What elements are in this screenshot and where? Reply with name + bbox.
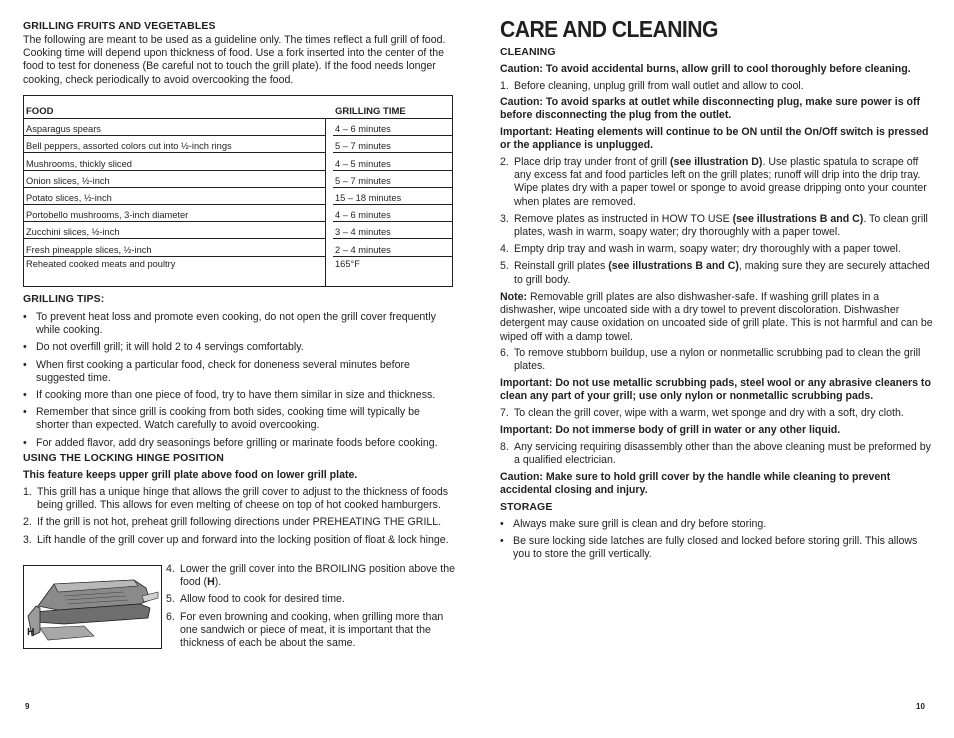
step-number: 7. <box>500 407 509 419</box>
table-row <box>24 153 453 170</box>
cleaning-step-1 <box>500 80 934 93</box>
table-cell-gap <box>325 153 333 170</box>
hinge-steps-list-2 <box>166 563 456 654</box>
important-no-metallic-pads: Important: Do not use metallic scrubbing pads, steel wool or any abrasive cleaners to clean any part of your grill; use only nylon or nonmetallic scrubbing pads. <box>500 377 931 403</box>
step-text: Before cleaning, unplug grill from wall outlet and allow to cool. <box>514 80 804 92</box>
list-item-text: Do not overfill grill; it will hold 2 to 4 servings comfortably. <box>36 341 304 354</box>
table-row <box>24 119 453 136</box>
list-item <box>23 437 455 450</box>
table-row <box>24 256 453 286</box>
step-item <box>23 486 455 512</box>
table-cell-food: Asparagus spears <box>24 119 326 136</box>
table-header-food: FOOD <box>24 96 334 119</box>
bullet-marker: • <box>23 406 27 419</box>
hinge-steps-list <box>23 486 455 551</box>
table-cell-food: Fresh pineapple slices, ½-inch <box>24 239 326 256</box>
heading-locking-hinge: USING THE LOCKING HINGE POSITION <box>23 452 224 464</box>
list-item-text: If cooking more than one piece of food, try to have them similar in size and thickness. <box>36 389 436 402</box>
step-item <box>166 563 456 589</box>
step-reference: (see illustration D) <box>670 156 763 168</box>
table-cell-gap <box>325 119 333 136</box>
bullet-marker: • <box>23 436 27 449</box>
important-do-not-immerse: Important: Do not immerse body of grill in water or any other liquid. <box>500 424 841 436</box>
list-item <box>23 341 455 354</box>
table-cell-time: 3 – 4 minutes <box>333 222 453 239</box>
table-cell-time: 165°F <box>335 258 360 269</box>
step-item <box>166 611 456 651</box>
step-item <box>23 516 455 529</box>
bullet-marker: • <box>500 535 504 548</box>
step-item <box>500 213 934 239</box>
step-number: 4. <box>500 243 509 256</box>
note-text: Removable grill plates are also dishwasher-safe. If washing grill plates in a dishwasher, wipe uncoated side with a dry towel to prevent discoloration. Dishwasher detergent may cause oxidation on uncoated side of grill plate. This is not harmful and can be wiped off with a damp towel. <box>500 291 933 343</box>
table-cell-food: Portobello mushrooms, 3-inch diameter <box>24 204 326 221</box>
table-cell-time: 5 – 7 minutes <box>333 170 453 187</box>
page-number-right: 10 <box>916 702 925 711</box>
table-cell-gap <box>325 239 333 256</box>
bullet-marker: • <box>23 341 27 354</box>
list-item <box>23 311 455 337</box>
step-number: 3. <box>500 212 509 225</box>
cleaning-step-6 <box>500 347 934 373</box>
step-number: 3. <box>23 533 32 546</box>
table-row <box>24 222 453 239</box>
heading-grilling-fruits: GRILLING FRUITS AND VEGETABLES <box>23 20 216 32</box>
illustration-label: H <box>27 626 35 638</box>
step-reference: H <box>207 576 215 589</box>
step-item <box>166 593 456 606</box>
step-item <box>500 156 934 209</box>
step-text: For even browning and cooking, when grilling more than one sandwich or piece of meat, it is important that the thickness of each be about the same. <box>180 610 444 650</box>
step-text: Empty drip tray and wash in warm, soapy water; dry thoroughly with a paper towel. <box>514 243 901 256</box>
list-item <box>23 389 455 402</box>
table-cell-gap <box>325 187 333 204</box>
step-item <box>23 534 455 547</box>
table-cell-time: 4 – 5 minutes <box>333 153 453 170</box>
hinge-intro-bold: This feature keeps upper grill plate above food on lower grill plate. <box>23 469 358 481</box>
step-text-cont: . Use plastic spatula to scrape off any excess fat and food particles left on the grill plates; runoff will drip into the drip tray. Wipe plates dry with a paper towel or sponge to avoid grease dripping onto your counter when plates are removed. <box>514 156 927 208</box>
step-text: Allow food to cook for desired time. <box>180 593 345 606</box>
storage-list <box>500 518 934 566</box>
list-item <box>500 535 934 561</box>
caution-burns: Caution: To avoid accidental burns, allow grill to cool thoroughly before cleaning. <box>500 63 911 75</box>
note-paragraph <box>500 291 934 344</box>
step-text: Lower the grill cover into the BROILING position above the food ( <box>180 563 455 589</box>
caution-grill-cover: Caution: Make sure to hold grill cover by the handle while cleaning to prevent accidental closing and injury. <box>500 471 891 497</box>
step-text-cont: ). <box>214 576 222 589</box>
table-row <box>24 170 453 187</box>
list-item-text: Be sure locking side latches are fully closed and locked before storing grill. This allows you to store the grill vertically. <box>513 535 918 561</box>
table-cell-food: Onion slices, ½-inch <box>24 170 326 187</box>
table-cell-gap <box>325 204 333 221</box>
step-text: If the grill is not hot, preheat grill following directions under PREHEATING THE GRILL. <box>37 516 442 529</box>
step-number: 5. <box>500 260 509 273</box>
caution-sparks: Caution: To avoid sparks at outlet while disconnecting plug, make sure power is off before disconnecting the plug from the outlet. <box>500 96 921 122</box>
table-row <box>24 187 453 204</box>
step-number: 6. <box>166 610 175 623</box>
bullet-marker: • <box>500 518 504 530</box>
step-number: 2. <box>23 516 32 529</box>
step-text: Reinstall grill plates <box>514 260 609 273</box>
list-item-text: For added flavor, add dry seasonings before grilling or marinate foods before cooking. <box>36 436 438 449</box>
step-number: 1. <box>500 80 509 92</box>
step-number: 8. <box>500 441 509 453</box>
table-cell-time: 5 – 7 minutes <box>333 136 453 153</box>
page-number-left: 9 <box>25 702 30 711</box>
table-cell-gap <box>325 136 333 153</box>
table-cell-time: 15 – 18 minutes <box>333 187 453 204</box>
table-cell-time: 4 – 6 minutes <box>333 119 453 136</box>
list-item-text: To prevent heat loss and promote even cooking, do not open the grill cover frequently while cooking. <box>36 311 436 337</box>
list-item-text: Always make sure grill is clean and dry before storing. <box>513 518 767 530</box>
table-row <box>24 239 453 256</box>
grill-illustration-h <box>23 565 162 649</box>
step-text: Lift handle of the grill cover up and forward into the locking position of float & lock hinge. <box>37 533 449 546</box>
step-text: To clean the grill cover, wipe with a warm, wet sponge and dry with a soft, dry cloth. <box>514 407 904 419</box>
important-heating-elements: Important: Heating elements will continue to be ON until the On/Off switch is pressed or the appliance is unplugged. <box>500 126 929 152</box>
step-text: To remove stubborn buildup, use a nylon or nonmetallic scrubbing pad to clean the grill plates. <box>514 347 921 373</box>
table-row <box>24 136 453 153</box>
list-item <box>500 518 934 531</box>
step-number: 2. <box>500 156 509 168</box>
step-text-cont: , making sure they are securely attached to grill body. <box>514 260 930 286</box>
list-item <box>23 359 455 385</box>
table-row <box>24 204 453 221</box>
step-text: Remove plates as instructed in HOW TO USE <box>514 212 733 225</box>
step-reference: (see illustrations B and C) <box>732 212 864 225</box>
step-text: Any servicing requiring disassembly other than the above cleaning must be preformed by a qualified electrician. <box>514 441 931 467</box>
step-item <box>500 260 934 286</box>
table-cell-gap <box>325 170 333 187</box>
page-title: CARE AND CLEANING <box>500 16 718 42</box>
heading-cleaning: CLEANING <box>500 46 556 58</box>
note-label: Note: <box>500 291 528 303</box>
grill-illustration-image <box>24 566 161 648</box>
cleaning-step-8 <box>500 441 934 467</box>
step-item <box>500 243 934 256</box>
bullet-marker: • <box>23 389 27 402</box>
table-cell-food: Potato slices, ½-inch <box>24 187 326 204</box>
step-number: 1. <box>23 486 32 498</box>
step-number: 4. <box>166 563 175 575</box>
table-cell-time: 2 – 4 minutes <box>333 239 453 256</box>
list-item-text: When first cooking a particular food, check for doneness several minutes before suggested time. <box>36 358 410 384</box>
cleaning-steps-list <box>500 156 934 291</box>
table-cell-food: Bell peppers, assorted colors cut into ½-inch rings <box>24 136 326 153</box>
cleaning-step-7 <box>500 407 934 420</box>
step-text: This grill has a unique hinge that allows the grill cover to adjust to the thickness of foods being grilled. This allows for even melting of cheese on top of hot cooked hamburgers. <box>37 486 449 512</box>
table-cell-food: Mushrooms, thickly sliced <box>24 153 326 170</box>
table-cell-gap <box>325 222 333 239</box>
intro-paragraph: The following are meant to be used as a guideline only. The times reflect a full grill of food. Cooking time will depend upon thickness of food. Use a fork inserted into the center of the food to test for doneness (Be careful not to touch the grill plate). If the food needs longer cooking, check periodically to avoid overcooking the food. <box>23 34 446 86</box>
step-number: 6. <box>500 347 509 359</box>
bullet-marker: • <box>23 311 27 323</box>
step-text-cont: . To clean grill plates, wash in warm, soapy water; dry thoroughly with a paper towel. <box>514 212 928 239</box>
table-header-time: GRILLING TIME <box>333 96 453 119</box>
table-cell-gap <box>325 256 333 286</box>
table-header-row <box>24 96 453 119</box>
grilling-tips-list <box>23 311 455 454</box>
bullet-marker: • <box>23 358 27 371</box>
table-cell-time: 4 – 6 minutes <box>333 204 453 221</box>
list-item <box>23 406 455 432</box>
heading-grilling-tips: GRILLING TIPS: <box>23 293 105 305</box>
table-cell-food: Reheated cooked meats and poultry <box>24 256 326 286</box>
grilling-time-table <box>23 95 453 287</box>
step-text: Place drip tray under front of grill <box>514 156 671 168</box>
step-reference: (see illustrations B and C) <box>608 260 739 273</box>
step-number: 5. <box>166 593 175 606</box>
list-item-text: Remember that since grill is cooking from both sides, cooking time will typically be shorter than expected. Watch carefully to avoid overcooking. <box>36 406 420 432</box>
heading-storage: STORAGE <box>500 501 553 513</box>
table-cell-food: Zucchini slices, ½-inch <box>24 222 326 239</box>
